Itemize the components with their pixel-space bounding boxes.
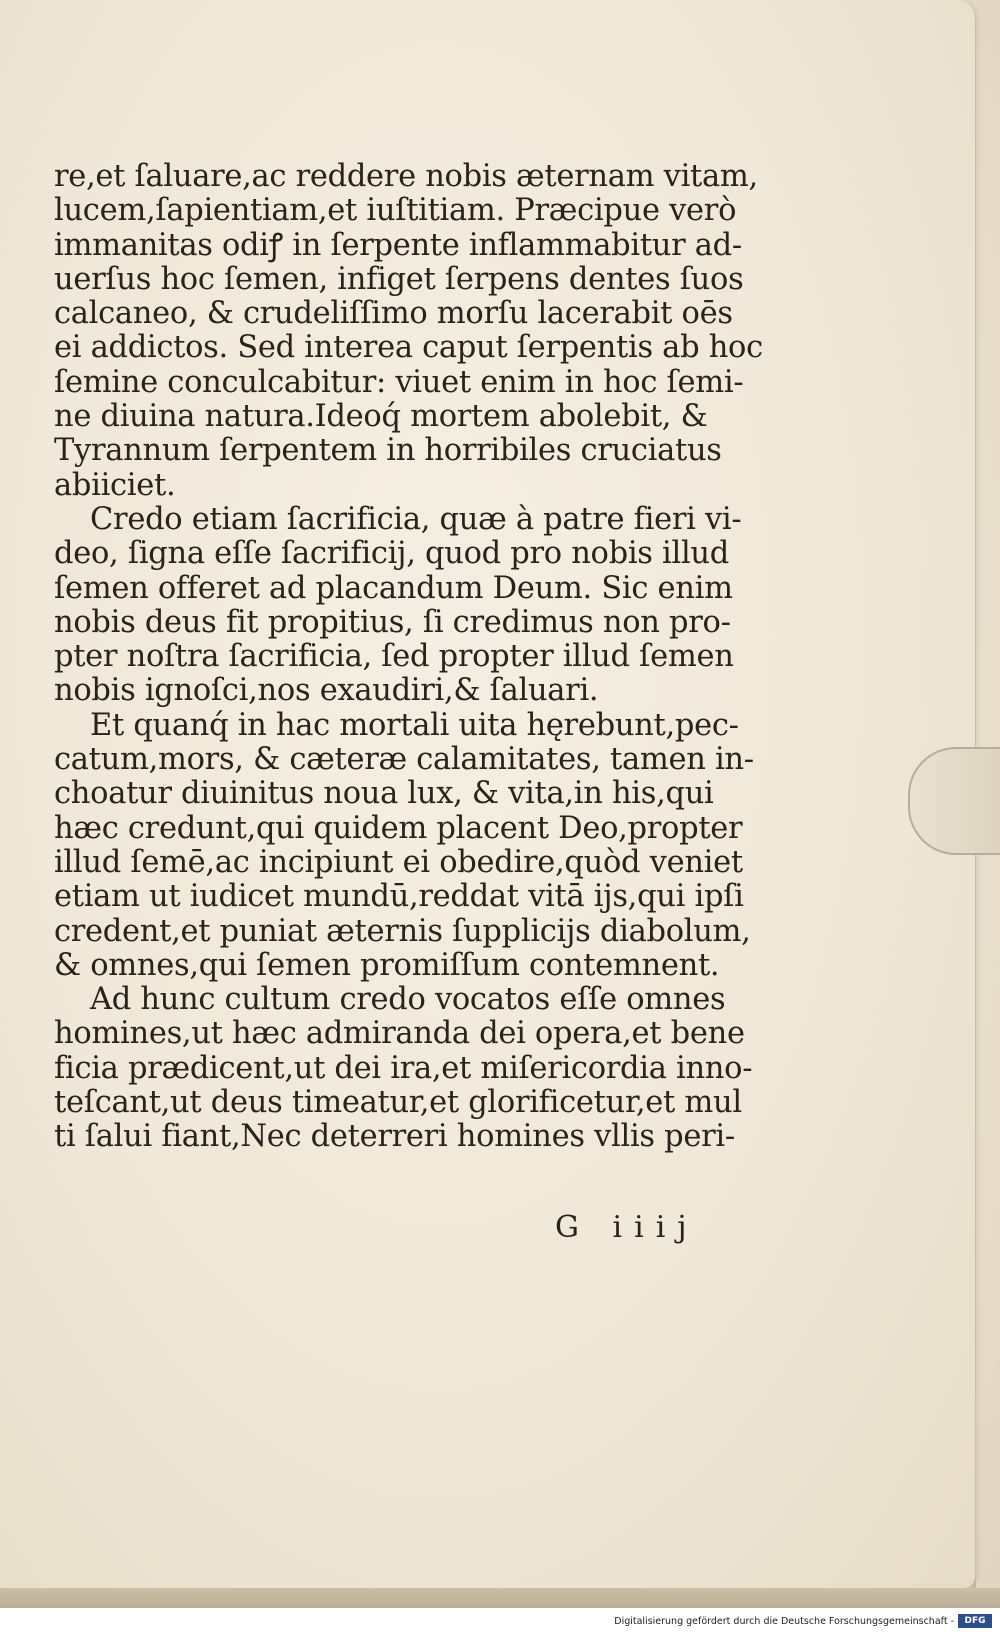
text-line: teſcant,ut deus timeatur,et glorificetur,et mul <box>54 1085 742 1121</box>
text-line: pter noſtra ſacrificia, ſed propter illud ſemen <box>54 639 734 675</box>
dfg-logo: DFG <box>958 1614 992 1628</box>
text-line: re,et ſaluare,ac reddere nobis æternam vitam, <box>54 159 758 194</box>
text-line: choatur diuinitus noua lux, & vita,in his,qui <box>54 776 714 812</box>
text-line: & omnes,qui ſemen promiſſum contemnent. <box>54 947 720 983</box>
text-line: credent,et puniat æternis ſupplicijs diabolum, <box>54 913 751 949</box>
text-line: uerſus hoc ſemen, infiget ſerpens dentes ſuos <box>54 261 744 297</box>
text-line: ſemen offeret ad placandum Deum. Sic enim <box>54 570 733 606</box>
signature-mark: G iiij <box>555 1210 699 1245</box>
text-line: calcaneo, & crudeliſſimo morſu lacerabit oēs <box>54 296 733 332</box>
text-line: nobis ignoſci,nos exaudiri,& ſaluari. <box>54 673 599 709</box>
footer-credit: Digitalisierung gefördert durch die Deutsche Forschungsgemeinschaft - <box>614 1616 954 1627</box>
text-line: nobis deus fit propitius, ſi credimus non pro- <box>54 604 731 640</box>
text-line: ei addictos. Sed interea caput ſerpentis ab hoc <box>54 330 763 366</box>
page-tab-marker <box>908 747 1000 855</box>
text-line: immanitas odiꝭ in ſerpente inflammabitur ad- <box>54 227 742 263</box>
text-line: deo, ſigna eſſe ſacrificij, quod pro nobis illud <box>54 536 729 572</box>
book-bottom-edge <box>0 1588 1000 1608</box>
text-line: ficia prædicent,ut dei ira,et miſericordia inno- <box>54 1050 753 1086</box>
text-line: ſemine conculcabitur: viuet enim in hoc ſemi- <box>54 364 744 400</box>
body-text <box>54 159 763 1155</box>
text-line: abiiciet. <box>54 467 176 503</box>
text-line: homines,ut hæc admiranda dei opera,et bene <box>54 1016 745 1052</box>
footer-bar <box>0 1608 1000 1635</box>
text-line: catum,mors, & cæteræ calamitates, tamen in- <box>54 742 754 778</box>
text-line: Tyrannum ſerpentem in horribiles cruciatus <box>54 433 722 469</box>
text-line: Credo etiam ſacrificia, quæ à patre fieri vi- <box>90 501 742 537</box>
text-line: etiam ut iudicet mundū,reddat vitā ijs,qui ipſi <box>54 879 744 915</box>
text-line: illud ſemē,ac incipiunt ei obedire,quòd veniet <box>54 844 743 880</box>
text-line: hæc credunt,qui quidem placent Deo,propter <box>54 810 743 846</box>
text-line: ti ſalui fiant,Nec deterreri homines vllis peri- <box>54 1119 735 1155</box>
text-line: Et quanq́ in hac mortali uita hęrebunt,pec- <box>90 707 739 743</box>
text-line: Ad hunc cultum credo vocatos eſſe omnes <box>90 982 726 1018</box>
text-line: ne diuina natura.Ideoq́ mortem abolebit, & <box>54 399 708 435</box>
text-line: lucem,ſapientiam,et iuſtitiam. Præcipue verò <box>54 193 737 229</box>
